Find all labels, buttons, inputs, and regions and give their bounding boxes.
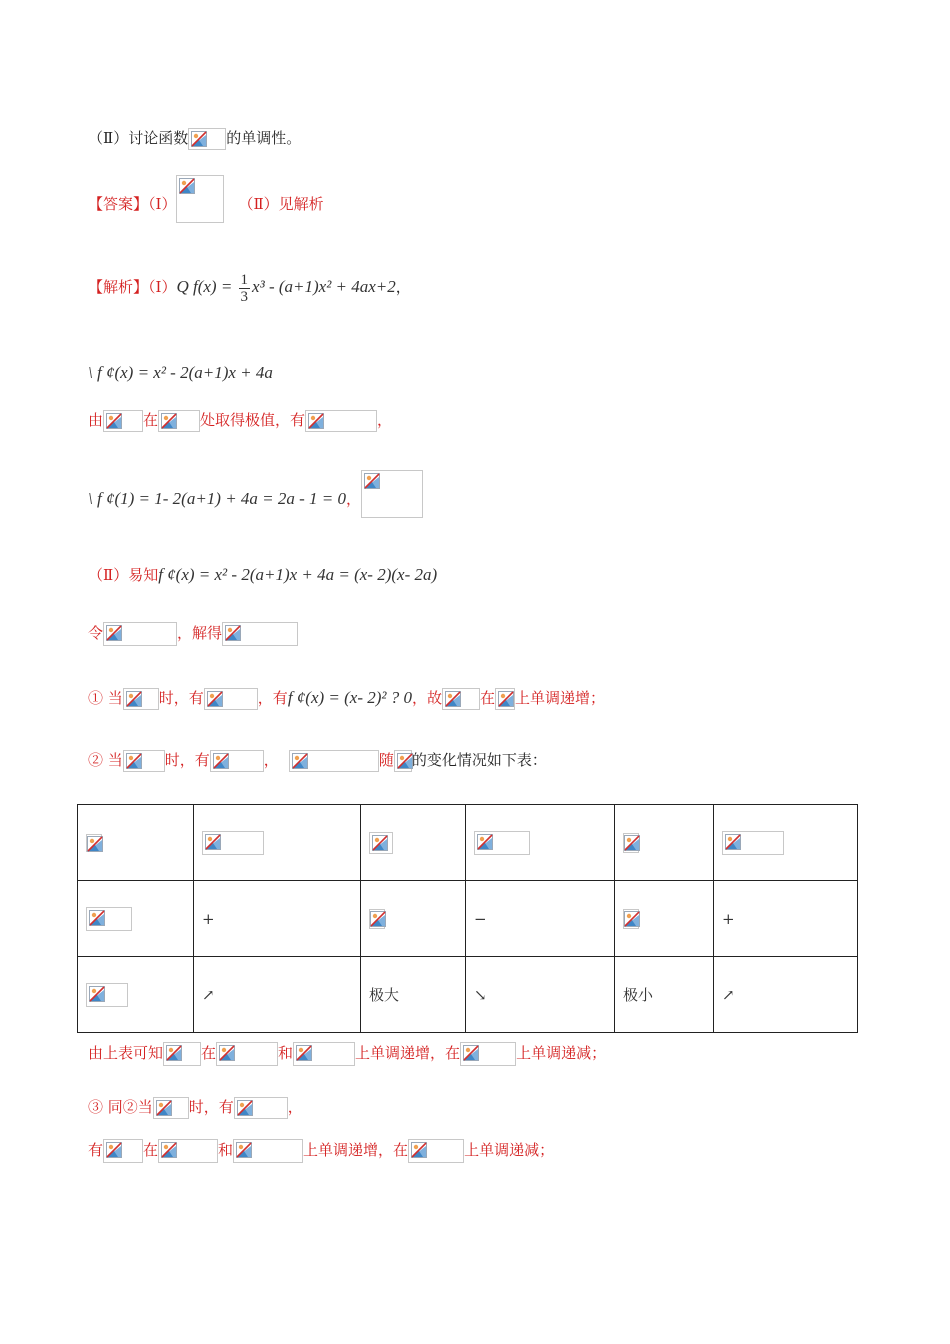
variation-table (77, 804, 858, 1033)
text: ③ 同②当 (88, 1098, 153, 1116)
broken-image-icon (188, 128, 226, 150)
formula: f ¢(x) = (x- 2)² ? 0 (287, 688, 413, 707)
case1-line (88, 684, 605, 712)
punct: ， (395, 278, 411, 296)
broken-image-icon (623, 909, 639, 929)
broken-image-icon (103, 1139, 143, 1163)
table-cell (361, 805, 466, 881)
broken-image-icon (163, 1042, 201, 1066)
broken-image-icon (369, 832, 393, 854)
text: ， (263, 751, 279, 769)
broken-image-icon (123, 750, 165, 772)
text: 上单调递减； (464, 1141, 555, 1159)
broken-image-icon (361, 470, 423, 518)
text: 的变化情况如下表： (411, 751, 547, 769)
text: 时，有 (158, 689, 204, 707)
table-cell (714, 805, 858, 881)
text: 在 (480, 689, 496, 707)
text: 处取得极值，有 (200, 411, 306, 429)
text: 在 (143, 411, 159, 429)
text: ② 当 (88, 751, 123, 769)
table-cell: 极大 (361, 957, 466, 1033)
text: 在 (201, 1044, 217, 1062)
broken-image-icon (460, 1042, 516, 1066)
table-cell (361, 881, 466, 957)
broken-image-icon (293, 1042, 355, 1066)
broken-image-icon (369, 909, 385, 929)
text: 有 (88, 1141, 104, 1159)
broken-image-icon (442, 688, 480, 710)
case2-line (88, 746, 547, 774)
fraction: $\frac{1}{3}$ (240, 271, 249, 305)
broken-image-icon (722, 831, 784, 855)
text: 上单调递增，在 (303, 1141, 409, 1159)
table-cell: + (714, 881, 858, 957)
answer-tag: 【答案】 (88, 195, 149, 213)
answer-part2: （Ⅱ）见解析 (238, 195, 324, 213)
table-row (78, 805, 858, 881)
broken-image-icon (222, 622, 298, 646)
answer-line (88, 175, 324, 223)
text: ， (377, 411, 393, 429)
text: ① 当 (88, 689, 123, 707)
broken-image-icon (474, 831, 530, 855)
table-cell: ↗ (194, 957, 361, 1033)
text: 由上表可知 (88, 1044, 164, 1062)
table-row (78, 881, 858, 957)
broken-image-icon (153, 1097, 189, 1119)
text: ，有 (257, 689, 288, 707)
broken-image-icon (103, 410, 143, 432)
broken-image-icon (123, 688, 159, 710)
broken-image-icon (202, 831, 264, 855)
case3-line (88, 1097, 303, 1119)
broken-image-icon (495, 688, 515, 710)
broken-image-icon (86, 907, 132, 931)
broken-image-icon (210, 750, 264, 772)
table-cell (466, 805, 615, 881)
broken-image-icon (233, 1139, 303, 1163)
table-cell (194, 805, 361, 881)
broken-image-icon (234, 1097, 288, 1119)
question-text: 的单调性。 (226, 129, 302, 147)
formula: Q f(x) = (176, 277, 237, 296)
text: 在 (143, 1141, 159, 1159)
broken-image-icon (86, 834, 102, 852)
text: 上单调递增，在 (355, 1044, 461, 1062)
table-cell: ↗ (714, 957, 858, 1033)
solution-line (88, 267, 411, 307)
conclusion3-line (88, 1137, 554, 1163)
derivative-formula: \ f ¢(x) = x² - 2(a+1)x + 4a (88, 363, 273, 382)
part2-question (88, 128, 301, 150)
text: （Ⅱ）易知 (88, 566, 159, 584)
broken-image-icon (216, 1042, 278, 1066)
text: ，故 (412, 689, 443, 707)
solution-part1: （Ⅰ） (148, 278, 177, 296)
table-cell (615, 805, 714, 881)
text: ，解得 (177, 624, 223, 642)
table-cell (78, 881, 194, 957)
table-cell (615, 881, 714, 957)
broken-image-icon (408, 1139, 464, 1163)
text: ， (287, 1098, 303, 1116)
table-cell: 极小 (615, 957, 714, 1033)
text: 随 (378, 751, 394, 769)
broken-image-icon (623, 833, 639, 853)
text: 和 (218, 1141, 234, 1159)
eval-line (88, 470, 423, 523)
text: 由 (88, 411, 104, 429)
broken-image-icon (204, 688, 258, 710)
text: 上单调递减； (516, 1044, 607, 1062)
broken-image-icon (103, 622, 177, 646)
conclusion2-line (88, 1040, 606, 1066)
broken-image-icon (158, 1139, 218, 1163)
answer-part1: （Ⅰ） (148, 195, 177, 213)
solution-tag: 【解析】 (88, 278, 149, 296)
extremum-line (88, 410, 392, 432)
formula: \ f ¢(1) = 1- 2(a+1) + 4a = 2a - 1 = 0 (88, 489, 347, 508)
formula: x³ - (a+1)x² + 4ax+2 (252, 277, 396, 296)
table-cell: + (194, 881, 361, 957)
broken-image-icon (305, 410, 377, 432)
formula: f ¢(x) = x² - 2(a+1)x + 4a = (x- 2)(x- 2a) (158, 565, 438, 584)
text: 上单调递增； (515, 689, 606, 707)
punct: ， (346, 490, 362, 508)
table-cell (78, 957, 194, 1033)
table-cell: ↘ (466, 957, 615, 1033)
broken-image-icon (289, 750, 379, 772)
question-text: （Ⅱ）讨论函数 (88, 129, 189, 147)
text: 和 (278, 1044, 294, 1062)
broken-image-icon (394, 750, 412, 772)
broken-image-icon (86, 983, 128, 1007)
solve-line (88, 622, 298, 646)
table-cell (78, 805, 194, 881)
table-cell: − (466, 881, 615, 957)
text: 时，有 (188, 1098, 234, 1116)
text: 时，有 (164, 751, 210, 769)
text: 令 (88, 624, 104, 642)
part2-intro (88, 560, 437, 590)
broken-image-icon (176, 175, 224, 223)
broken-image-icon (158, 410, 200, 432)
table-row (78, 957, 858, 1033)
